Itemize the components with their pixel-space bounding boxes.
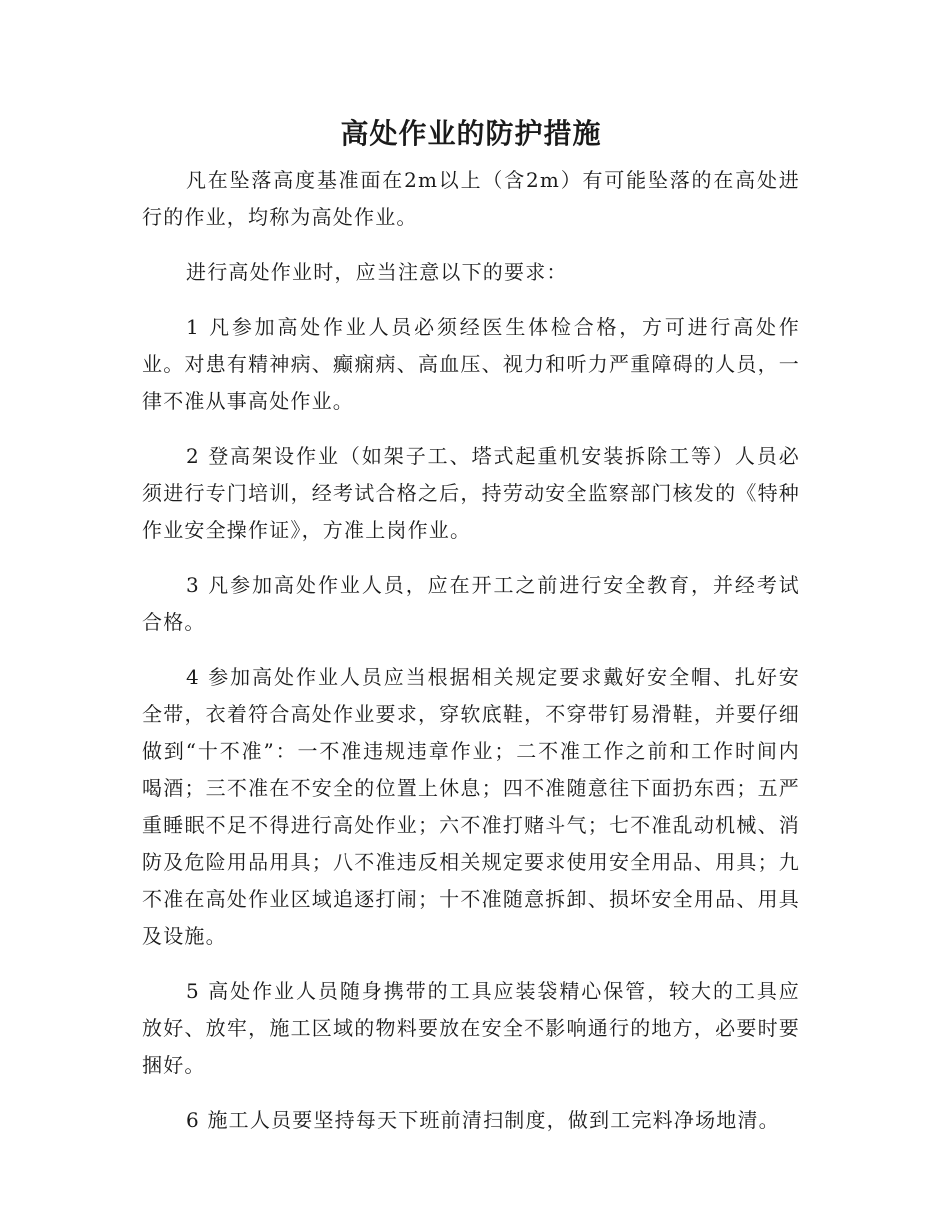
paragraph-item-3: 3 凡参加高处作业人员，应在开工之前进行安全教育，并经考试合格。	[142, 573, 800, 634]
paragraph-item-1: 1 凡参加高处作业人员必须经医生体检合格，方可进行高处作业。对患有精神病、癫痫病、高血压、视力和听力严重障碍的人员，一律不准从事高处作业。	[142, 315, 800, 413]
paragraph-item-6: 6 施工人员要坚持每天下班前清扫制度，做到工完料净场地清。	[186, 1108, 780, 1132]
paragraph-item-5: 5 高处作业人员随身携带的工具应装袋精心保管，较大的工具应放好、放牢，施工区域的物料要放在安全不影响通行的地方，必要时要捆好。	[142, 979, 800, 1077]
paragraph-item-2: 2 登高架设作业（如架子工、塔式起重机安装拆除工等）人员必须进行专门培训，经考试合格之后，持劳动安全监察部门核发的《特种作业安全操作证》，方准上岗作业。	[142, 444, 800, 542]
document-title: 高处作业的防护措施	[340, 117, 602, 150]
paragraph-item-4: 4 参加高处作业人员应当根据相关规定要求戴好安全帽、扎好安全带，衣着符合高处作业要求，穿软底鞋，不穿带钉易滑鞋，并要仔细做到“十不准”：一不准违规违章作业；二不准工作之前和工作时间内喝酒；三不准在不安全的位置上休息；四不准随意往下面扔东西；五严重睡眠不足不得进行高处作业；六不准打赌斗气；七不准乱动机械、消防及危险用品用具；八不准违反相关规定要求使用安全用品、用具；九不准在高处作业区域追逐打闹；十不准随意拆卸、损坏安全用品、用具及设施。	[142, 665, 800, 948]
paragraph-definition: 凡在坠落高度基准面在2m以上（含2m）有可能坠落的在高处进行的作业，均称为高处作业。	[142, 168, 800, 229]
paragraph-requirements-intro: 进行高处作业时，应当注意以下的要求：	[186, 260, 568, 284]
